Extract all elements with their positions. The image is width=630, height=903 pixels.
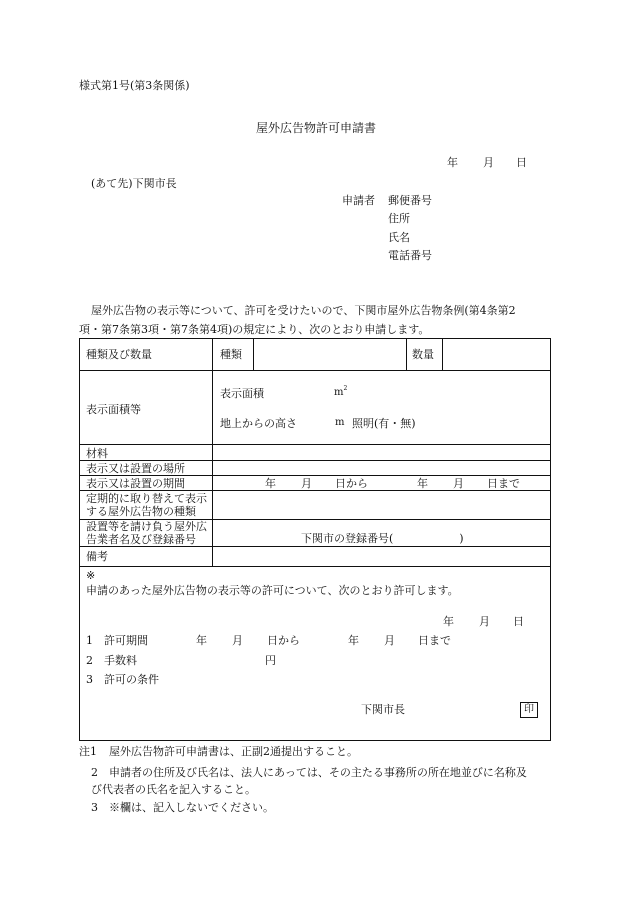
note-2-num: 2	[91, 766, 98, 779]
applicant-name: 氏名	[388, 231, 410, 244]
intro-line-1: 屋外広告物の表示等について、許可を受けたいので、下関市屋外広告物条例(第4条第2	[91, 304, 516, 317]
note-3-text: ※欄は、記入しないでください。	[109, 801, 274, 814]
sqm-unit: $m^2$	[334, 385, 348, 398]
periodic-replacement-label-2: する屋外広告物の種類	[86, 505, 196, 518]
permit-item-1-num: 1	[86, 634, 93, 647]
applicant-label: 申請者	[342, 194, 375, 207]
display-area-label: 表示面積	[220, 387, 264, 400]
display-area-etc-label: 表示面積等	[86, 403, 141, 416]
note-1-text: 屋外広告物許可申請書は、正副2通提出すること。	[109, 745, 358, 758]
contractor-label-1: 設置等を請け負う屋外広	[86, 520, 207, 533]
note-3-num: 3	[91, 801, 98, 814]
note-2-text: 申請者の住所及び氏名は、法人にあっては、その主たる事務所の所在地並びに名称及	[109, 766, 527, 779]
applicant-postal-code: 郵便番号	[388, 194, 432, 207]
note-1-num: 注1	[79, 745, 97, 758]
registration-number-field: 下関市の登録番号( )	[301, 532, 464, 545]
type-quantity-header: 種類及び数量	[86, 348, 152, 361]
page-title: 屋外広告物許可申請書	[256, 121, 377, 135]
form-id: 様式第1号(第3条関係)	[79, 79, 190, 92]
permit-from-year: 年	[196, 634, 207, 647]
permit-to-year: 年	[348, 634, 359, 647]
applicant-address: 住所	[388, 212, 410, 225]
addressee: (あて先)下関市長	[91, 177, 177, 190]
period-from-year: 年	[265, 477, 276, 490]
location-label: 表示又は設置の場所	[86, 462, 185, 475]
permit-conditions-label: 許可の条件	[104, 673, 159, 686]
period-to-day: 日まで	[487, 477, 520, 490]
material-label: 材料	[86, 447, 108, 460]
date-month: 月	[483, 156, 494, 169]
period-to-year: 年	[417, 477, 428, 490]
period-to-month: 月	[453, 477, 464, 490]
permit-from-day: 日から	[267, 634, 300, 647]
permit-date-month: 月	[479, 615, 490, 628]
permit-item-3-num: 3	[86, 673, 93, 686]
permit-to-month: 月	[384, 634, 395, 647]
fee-unit: 円	[265, 654, 276, 667]
application-table	[79, 338, 551, 741]
permit-item-2-num: 2	[86, 654, 93, 667]
permit-date-day: 日	[513, 615, 524, 628]
quantity-header: 数量	[412, 348, 434, 361]
period-from-day: 日から	[335, 477, 368, 490]
office-use-mark: ※	[86, 569, 96, 582]
permit-statement: 申請のあった屋外広告物の表示等の許可について、次のとおり許可します。	[86, 584, 459, 597]
height-from-ground-label: 地上からの高さ	[220, 417, 297, 430]
periodic-replacement-label-1: 定期的に取り替えて表示	[86, 492, 207, 505]
contractor-label-2: 告業者名及び登録番号	[86, 533, 196, 546]
lighting-label: 照明(有・無)	[352, 417, 416, 430]
permit-period-label: 許可期間	[104, 634, 148, 647]
meter-unit: m	[335, 417, 345, 428]
remarks-label: 備考	[86, 550, 108, 563]
period-from-month: 月	[301, 477, 312, 490]
fee-label: 手数料	[104, 654, 137, 667]
type-header: 種類	[220, 348, 242, 361]
intro-line-2: 項・第7条第3項・第7条第4項)の規定により、次のとおり申請します。	[79, 323, 430, 336]
seal-stamp: 印	[520, 702, 538, 718]
permit-to-day: 日まで	[418, 634, 451, 647]
permit-from-month: 月	[232, 634, 243, 647]
period-label: 表示又は設置の期間	[86, 477, 185, 490]
note-2-text-cont: び代表者の氏名を記入すること。	[91, 783, 256, 796]
date-year: 年	[447, 156, 458, 169]
date-day: 日	[516, 156, 527, 169]
applicant-phone: 電話番号	[388, 249, 432, 262]
mayor-label: 下関市長	[361, 703, 405, 716]
permit-date-year: 年	[443, 615, 454, 628]
